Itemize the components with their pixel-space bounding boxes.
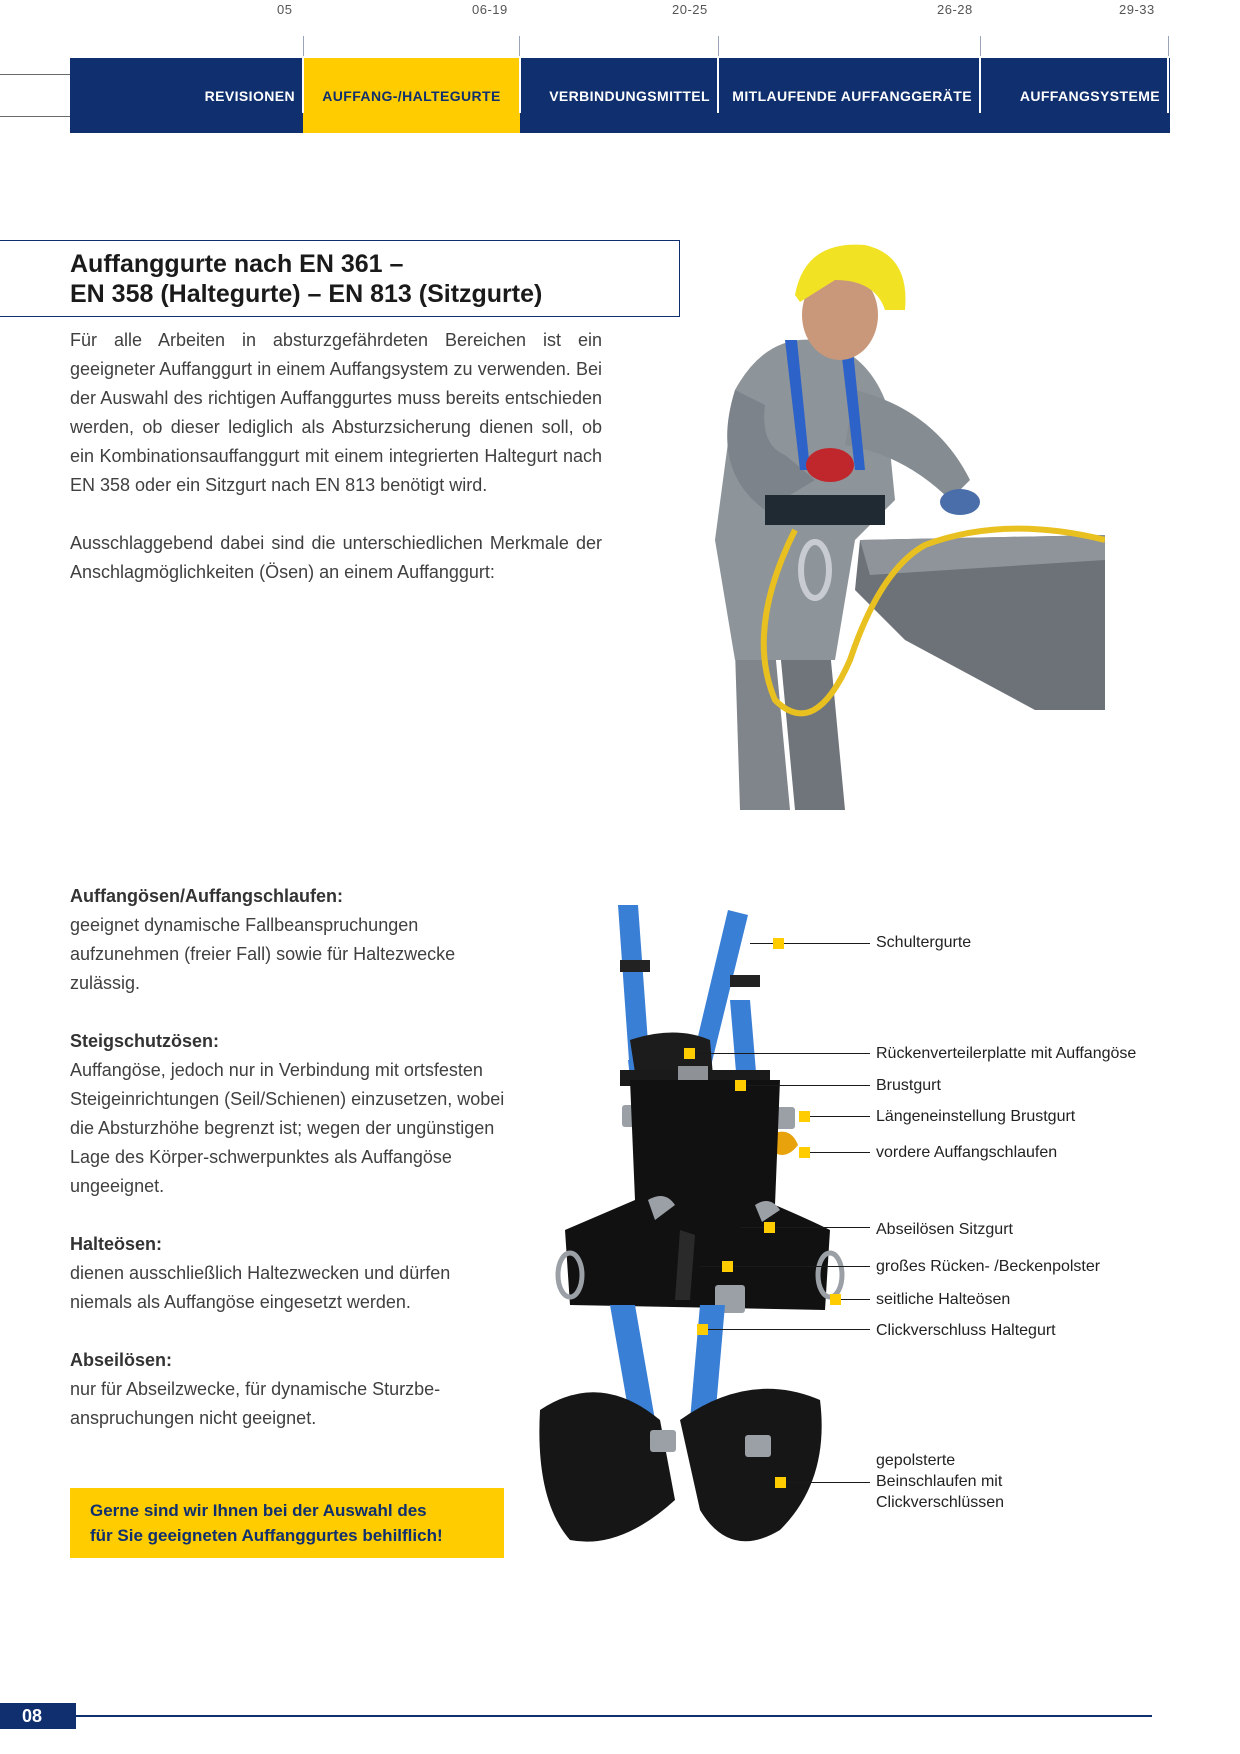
label-beinschlaufen-line-3: Clickverschlüssen bbox=[876, 1494, 1005, 1511]
label-brustgurt: Brustgurt bbox=[876, 1077, 941, 1094]
nav-separator bbox=[519, 58, 521, 113]
nav-tick bbox=[1168, 36, 1169, 56]
nav-page-range-auffangsysteme: 29-33 bbox=[1119, 2, 1155, 17]
leader-line bbox=[810, 1152, 870, 1153]
nav-separator bbox=[302, 58, 304, 113]
nav-decor-line bbox=[0, 74, 70, 75]
feature-text: nur für Abseilzwecke, für dynamische Sturzbe-anspruchungen nicht geeignet. bbox=[70, 1379, 441, 1428]
label-seitliche-halteoesen: seitliche Halteösen bbox=[876, 1291, 1011, 1308]
nav-tick bbox=[980, 36, 981, 56]
nav-separator bbox=[717, 58, 719, 113]
leader-line bbox=[805, 1116, 870, 1117]
label-marker bbox=[697, 1324, 708, 1335]
label-rueckenverteilerplatte: Rückenverteilerplatte mit Auffangöse bbox=[876, 1045, 1137, 1062]
nav-separator bbox=[979, 58, 981, 113]
label-marker bbox=[735, 1080, 746, 1091]
label-beinschlaufen bbox=[876, 1450, 1004, 1513]
nav-tab-mitlaufende-auffanggeraete[interactable]: MITLAUFENDE AUFFANGGERÄTE bbox=[732, 87, 972, 104]
nav-tab-revisionen[interactable]: REVISIONEN bbox=[204, 87, 295, 104]
label-marker bbox=[830, 1294, 841, 1305]
feature-text: geeignet dynamische Fallbeanspruchungen aufzunehmen (freier Fall) sowie für Haltezwecke zulässig. bbox=[70, 915, 456, 993]
label-abseiloesen: Abseilösen Sitzgurt bbox=[876, 1221, 1013, 1238]
nav-decor-line bbox=[0, 116, 70, 117]
leader-line bbox=[700, 1329, 870, 1330]
feature-item bbox=[70, 1346, 510, 1433]
leg-buckle bbox=[745, 1435, 771, 1457]
label-marker bbox=[684, 1048, 695, 1059]
label-laengeneinstellung: Längeneinstellung Brustgurt bbox=[876, 1108, 1076, 1125]
leader-line bbox=[690, 1053, 870, 1054]
label-clickverschluss: Clickverschluss Haltegurt bbox=[876, 1322, 1056, 1339]
nav-page-range-verbindungsmittel: 20-25 bbox=[672, 2, 708, 17]
worker-glove bbox=[806, 448, 854, 482]
strap-keeper bbox=[620, 960, 650, 972]
strap-keeper bbox=[730, 975, 760, 987]
leader-line bbox=[740, 1227, 870, 1228]
label-marker bbox=[799, 1147, 810, 1158]
leg-buckle bbox=[650, 1430, 676, 1452]
harness-belt bbox=[765, 495, 885, 525]
nav-tick bbox=[303, 36, 304, 56]
feature-title: Abseilösen: bbox=[70, 1350, 173, 1370]
label-vordere-auffangschlaufen: vordere Auffangschlaufen bbox=[876, 1144, 1058, 1161]
nav-tab-auffangsysteme[interactable]: AUFFANGSYSTEME bbox=[1019, 87, 1160, 104]
feature-text: dienen ausschließlich Haltezwecken und dürfen niemals als Auffangöse eingesetzt werden. bbox=[70, 1263, 451, 1312]
label-marker bbox=[799, 1111, 810, 1122]
label-marker bbox=[775, 1477, 786, 1488]
label-marker bbox=[773, 938, 784, 949]
worker-leg-right bbox=[780, 650, 845, 810]
features-list bbox=[70, 882, 510, 1462]
feature-title: Steigschutzösen: bbox=[70, 1031, 220, 1051]
leader-line bbox=[785, 1482, 870, 1483]
page-number: 08 bbox=[0, 1703, 76, 1729]
leader-line bbox=[750, 943, 870, 944]
feature-title: Halteösen: bbox=[70, 1234, 163, 1254]
feature-item bbox=[70, 882, 510, 998]
feature-title: Auffangösen/Auffangschlaufen: bbox=[70, 886, 343, 906]
leader-line bbox=[741, 1085, 870, 1086]
worker-glove bbox=[940, 489, 980, 515]
label-beinschlaufen-line-2: Beinschlaufen mit bbox=[876, 1473, 1003, 1490]
nav-tick bbox=[519, 36, 520, 56]
feature-item bbox=[70, 1027, 510, 1201]
feature-item bbox=[70, 1230, 510, 1317]
worker-leg-left bbox=[735, 650, 790, 810]
callout-line-2: für Sie geeigneten Auffanggurtes behilflich! bbox=[90, 1526, 443, 1545]
label-schultergurte: Schultergurte bbox=[876, 934, 972, 951]
intro-paragraph-2: Ausschlaggebend dabei sind die unterschiedlichen Merkmale der Anschlagmöglichkeiten (Ösen) an einem Auffanggurt: bbox=[70, 533, 602, 582]
nav-page-range-revisionen: 05 bbox=[277, 2, 293, 17]
nav-tab-auffang-haltegurte[interactable]: AUFFANG-/HALTEGURTE bbox=[303, 58, 520, 133]
nav-separator bbox=[1167, 58, 1169, 113]
leg-loop-left bbox=[539, 1392, 675, 1541]
page-title-line-2: EN 358 (Haltegurte) – EN 813 (Sitzgurte) bbox=[70, 280, 543, 308]
contact-callout bbox=[70, 1488, 504, 1558]
feature-text: Auffangöse, jedoch nur in Verbindung mit ortsfesten Steigeinrichtungen (Seil/Schienen) einzusetzen, wobei die Absturzhöhe begrenzt ist; wegen der ungünstigen Lage des Körper-schwerpunktes als Auffangöse ungeeignet. bbox=[70, 1060, 505, 1196]
label-beinschlaufen-line-1: gepolsterte bbox=[876, 1452, 956, 1469]
harness-illustration bbox=[530, 900, 850, 1560]
nav-tab-verbindungsmittel[interactable]: VERBINDUNGSMITTEL bbox=[549, 87, 710, 104]
footer-line bbox=[76, 1715, 1152, 1717]
leader-line bbox=[836, 1299, 870, 1300]
intro-text bbox=[70, 326, 602, 616]
page-title-line-1: Auffanggurte nach EN 361 – bbox=[70, 250, 404, 278]
label-ruecken-beckenpolster: großes Rücken- /Beckenpolster bbox=[876, 1258, 1101, 1275]
label-marker bbox=[722, 1261, 733, 1272]
label-marker bbox=[764, 1222, 775, 1233]
worker-photo bbox=[705, 240, 1105, 810]
callout-line-1: Gerne sind wir Ihnen bei der Auswahl des bbox=[90, 1501, 427, 1520]
nav-tick bbox=[718, 36, 719, 56]
nav-page-range-auffang: 06-19 bbox=[472, 2, 508, 17]
intro-paragraph-1: Für alle Arbeiten in absturzgefährdeten Bereichen ist ein geeigneter Auffanggurt in einem Auffangsystem zu verwenden. Bei der Auswahl des richtigen Auffanggurtes muss bereits entschieden werden, ob dieser lediglich als Absturzsicherung dienen soll, ob ein Kombinationsauffanggurt mit einem integrierten Haltegurt nach EN 358 oder ein Sitzgurt nach EN 813 benötigt wird. bbox=[70, 330, 602, 495]
nav-page-range-mitlaufende: 26-28 bbox=[937, 2, 973, 17]
leg-loop-right bbox=[680, 1389, 822, 1542]
